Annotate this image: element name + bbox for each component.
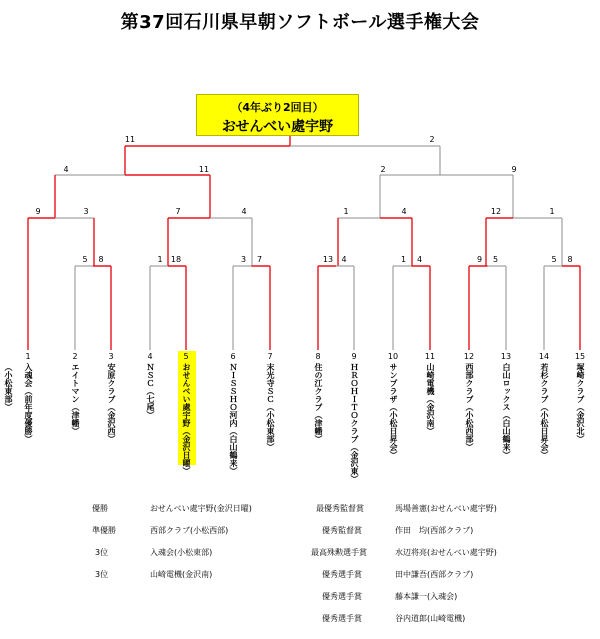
team-name: 塚崎クラブ（金沢北） <box>576 363 585 443</box>
award-label: 優秀選手賞 <box>322 592 362 601</box>
score-label: 4 <box>416 255 423 264</box>
team-name: 安原クラブ（金沢西） <box>107 363 116 443</box>
score-label: 4 <box>241 207 247 216</box>
score-label: 1 <box>157 255 163 264</box>
team-name: エイトマン（津幡） <box>71 363 80 435</box>
team-number: 1 <box>25 352 31 361</box>
champion-name: おせんべい處宇野 <box>221 119 334 135</box>
score-label: 4 <box>63 165 69 174</box>
team-number: 14 <box>538 352 550 361</box>
score-label: 1 <box>549 207 555 216</box>
score-label: 5 <box>551 255 557 264</box>
team-name: サンプラザ（小松日昇会） <box>389 363 398 459</box>
team-number: 13 <box>500 352 512 361</box>
score-label: 7 <box>256 255 263 264</box>
team-number: 7 <box>267 352 273 361</box>
score-label: 1 <box>343 207 349 216</box>
score-label: 11 <box>124 135 136 144</box>
team-name: 山崎電機（金沢南） <box>426 363 435 435</box>
score-label: 18 <box>170 255 182 264</box>
award-value: 藤本謙一(入魂会) <box>395 592 458 601</box>
score-label: 13 <box>322 255 334 264</box>
team-number: 2 <box>72 352 78 361</box>
award-label: 最優秀監督賞 <box>316 504 364 513</box>
page-title: 第37回石川県早朝ソフトボール選手権大会 <box>120 12 480 33</box>
award-label: 優秀監督賞 <box>322 526 362 535</box>
score-label: 7 <box>175 207 181 216</box>
result-value: おせんべい處宇野(金沢日曜) <box>150 504 252 513</box>
team-name: 住の江クラブ（津幡） <box>314 363 323 443</box>
champion-box <box>196 94 359 136</box>
result-value: 入魂会(小松東部) <box>150 548 213 557</box>
team-number: 4 <box>147 352 153 361</box>
score-label: 9 <box>476 255 483 264</box>
score-label: 2 <box>429 135 435 144</box>
team-number: 5 <box>183 352 189 361</box>
result-value: 山崎電機(金沢南) <box>150 570 213 579</box>
award-value: 馬場善憲(おせんべい處宇野) <box>395 504 497 513</box>
score-label: 3 <box>240 255 247 264</box>
team-name: ＮＳＣ（七尾） <box>146 363 155 419</box>
team-number: 8 <box>315 352 321 361</box>
result-label: 3位 <box>95 548 109 557</box>
award-value: 水辺将亮(おせんべい處宇野) <box>395 548 497 557</box>
champion-subtitle: （4年ぶり2回目） <box>231 101 324 114</box>
team-prefix-1: （小松東部） <box>4 363 13 411</box>
score-label: 8 <box>98 255 104 264</box>
result-value: 西部クラブ(小松西部) <box>150 526 229 535</box>
result-label: 準優勝 <box>92 526 116 535</box>
score-label: 2 <box>380 165 386 174</box>
team-number: 11 <box>424 352 436 361</box>
score-label: 3 <box>83 207 89 216</box>
team-name: 西部クラブ（小松西部） <box>465 363 474 451</box>
score-label: 5 <box>82 255 88 264</box>
team-name: ＮＩＳＳＨＯ河内（白山鶴来） <box>229 363 238 475</box>
score-label: 1 <box>400 255 407 264</box>
award-label: 優秀選手賞 <box>322 614 362 623</box>
score-label: 9 <box>511 165 517 174</box>
team-number: 3 <box>108 352 114 361</box>
score-label: 4 <box>401 207 407 216</box>
award-label: 最高殊勲選手賞 <box>311 548 367 557</box>
team-number: 10 <box>387 352 399 361</box>
team-name: おせんべい處宇野（金沢日曜） <box>182 363 191 475</box>
team-number: 9 <box>351 352 357 361</box>
team-name: ＨＲＯＨＩＴＯクラブ（金沢東） <box>350 363 359 483</box>
team-name: 若杉クラブ（小松日昇会） <box>540 363 549 459</box>
team-name: 入魂会（前年度優勝） <box>24 363 33 443</box>
award-value: 田中謙吾(西部クラブ) <box>395 570 474 579</box>
team-name: 白山ロックス（白山鶴来） <box>502 363 511 459</box>
score-label: 11 <box>198 165 210 174</box>
score-label: 12 <box>490 207 502 216</box>
team-name: 末光寺ＳＣ（小松東部） <box>266 363 275 451</box>
award-label: 優秀選手賞 <box>322 570 362 579</box>
award-value: 谷内道郎(山崎電機) <box>395 614 466 623</box>
score-label: 9 <box>35 207 41 216</box>
team-number: 15 <box>574 352 586 361</box>
score-label: 8 <box>567 255 573 264</box>
score-label: 4 <box>341 255 347 264</box>
result-label: 3位 <box>95 570 109 579</box>
result-label: 優勝 <box>92 504 108 513</box>
team-number: 12 <box>463 352 475 361</box>
award-value: 作田 均(西部クラブ) <box>395 526 474 535</box>
team-number: 6 <box>230 352 236 361</box>
score-label: 5 <box>492 255 499 264</box>
